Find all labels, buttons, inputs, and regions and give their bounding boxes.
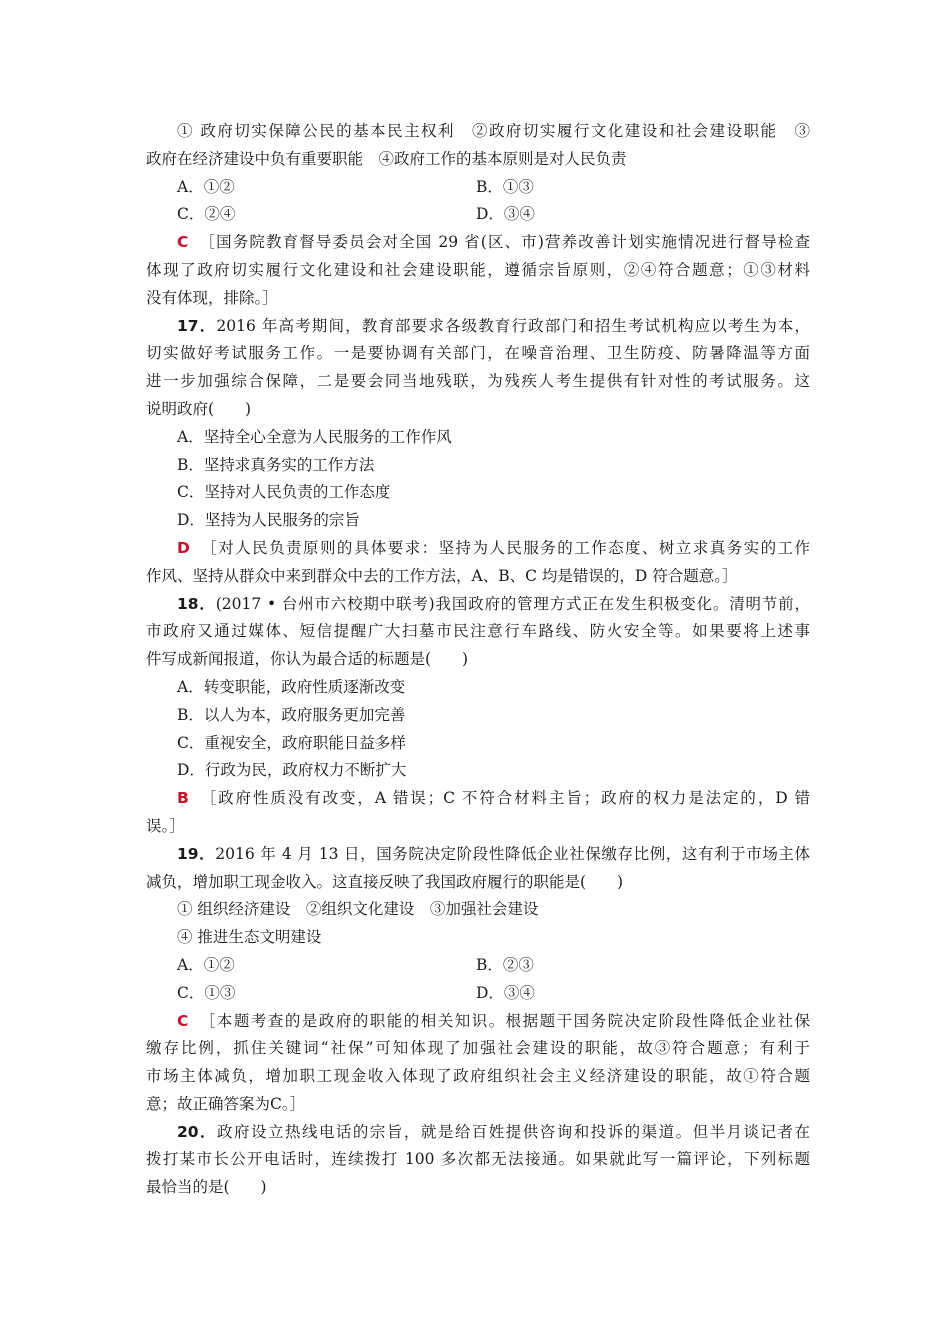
q17-stem-text: 2016 年高考期间，教育部要求各级教育行政部门和招生考试机构应以考生为本， xyxy=(216,316,810,335)
q18-option-c: C．重视安全，政府职能日益多样 xyxy=(177,733,406,752)
q19-statement-line: ① 组织经济建设 ②组织文化建设 ③加强社会建设 xyxy=(177,900,539,919)
q19-answer: C xyxy=(177,1011,189,1030)
q17-explanation-text: ［对人民负责原则的具体要求：坚持为人民服务的工作态度、树立求真务实的工作 xyxy=(199,538,810,557)
q20-stem-line xyxy=(146,1119,810,1147)
q16-option-b: B．①③ xyxy=(476,177,534,196)
q18-stem-text: (2017 • 台州市六校期中联考)我国政府的管理方式正在发生积极变化。清明节前， xyxy=(215,594,810,613)
q17-number: 17． xyxy=(177,316,217,335)
q17-explanation-line: 作风、坚持从群众中来到群众中去的工作方法，A、B、C 均是错误的，D 符合题意。］ xyxy=(146,566,738,585)
q20-stem-text: 政府设立热线电话的宗旨，就是给百姓提供咨询和投诉的渠道。但半月谈记者在 xyxy=(217,1122,810,1141)
q19-stem-line: 减负，增加职工现金收入。这直接反映了我国政府履行的职能是( ) xyxy=(146,872,624,891)
q19-option-row xyxy=(146,952,810,980)
q20-number: 20． xyxy=(177,1122,218,1141)
q16-explanation-line: 体现了政府切实履行文化建设和社会建设职能，遵循宗旨原则，②④符合题意；①③材料 xyxy=(146,260,810,279)
q18-option-a: A．转变职能，政府性质逐渐改变 xyxy=(177,677,406,696)
q19-option-d: D．③④ xyxy=(476,983,535,1002)
q18-explanation-text: ［政府性质没有改变，A 错误；C 不符合材料主旨；政府的权力是法定的，D 错 xyxy=(198,789,810,808)
q16-option-c: C．②④ xyxy=(177,205,236,224)
document-page xyxy=(146,118,810,1202)
q18-answer: B xyxy=(177,789,189,808)
q18-stem-line: 市政府又通过媒体、短信提醒广大扫墓市民注意行车路线、防火安全等。如果要将上述事 xyxy=(146,622,810,641)
q16-option-a: A．①② xyxy=(177,177,235,196)
q17-option-a: A．坚持全心全意为人民服务的工作作风 xyxy=(177,427,452,446)
q19-explanation-text: ［本题考查的是政府的职能的相关知识。根据题干国务院决定阶段性降低企业社保 xyxy=(198,1011,810,1030)
q16-option-row xyxy=(146,201,810,229)
q17-option-d: D．坚持为人民服务的宗旨 xyxy=(177,511,360,530)
q18-explanation-line xyxy=(146,785,810,813)
q18-explanation-line: 误。］ xyxy=(146,816,185,835)
q19-explanation-line: 意；故正确答案为C。］ xyxy=(146,1094,306,1113)
q16-statement-line: 政府在经济建设中负有重要职能 ④政府工作的基本原则是对人民负责 xyxy=(146,149,627,168)
q18-stem-line: 件写成新闻报道，你认为最合适的标题是( ) xyxy=(146,650,469,669)
q19-explanation-line xyxy=(146,1008,810,1036)
q19-explanation-line: 缴存比例，抓住关键词“社保”可知体现了加强社会建设的职能，故③符合题意；有利于 xyxy=(146,1039,810,1058)
q16-explanation-text: ［国务院教育督导委员会对全国 29 省(区、市)营养改善计划实施情况进行督导检查 xyxy=(198,233,810,252)
q16-answer: C xyxy=(177,233,189,252)
q19-stem-text: 2016 年 4 月 13 日，国务院决定阶段性降低企业社保缴存比例，这有利于市场主体 xyxy=(215,844,810,863)
q16-explanation-line: 没有体现，排除。］ xyxy=(146,288,278,307)
q19-statement-line: ④ 推进生态文明建设 xyxy=(177,928,322,947)
q16-option-d: D．③④ xyxy=(476,205,535,224)
q19-option-a: A．①② xyxy=(177,955,235,974)
q19-option-c: C．①③ xyxy=(177,983,236,1002)
q19-number: 19． xyxy=(177,844,216,863)
q16-option-row xyxy=(146,174,810,202)
q17-explanation-line xyxy=(146,535,810,563)
q18-number: 18． xyxy=(177,594,216,613)
q18-option-b: B．以人为本，政府服务更加完善 xyxy=(177,705,406,724)
q19-option-row xyxy=(146,980,810,1008)
q16-statement-line: ① 政府切实保障公民的基本民主权利 ②政府切实履行文化建设和社会建设职能 ③ xyxy=(177,122,810,140)
q17-stem-line: 说明政府( ) xyxy=(146,399,252,418)
q17-option-c: C．坚持对人民负责的工作态度 xyxy=(177,483,391,502)
q17-answer: D xyxy=(177,538,190,557)
q17-stem-line xyxy=(146,313,810,341)
q20-stem-line: 拨打某市长公开电话时，连续拨打 100 多次都无法接通。如果就此写一篇评论，下列标题 xyxy=(146,1150,810,1169)
q19-option-b: B．②③ xyxy=(476,955,534,974)
q16-explanation-line xyxy=(146,229,810,257)
q20-stem-line: 最恰当的是( ) xyxy=(146,1178,267,1197)
q19-explanation-line: 市场主体减负，增加职工现金收入体现了政府组织社会主义经济建设的职能，故①符合题 xyxy=(146,1067,810,1086)
q19-stem-line xyxy=(146,841,810,869)
q18-stem-line xyxy=(146,591,810,619)
q17-stem-line: 进一步加强综合保障，二是要会同当地残联，为残疾人考生提供有针对性的考试服务。这 xyxy=(146,372,810,391)
q18-option-d: D．行政为民，政府权力不断扩大 xyxy=(177,761,407,780)
q17-stem-line: 切实做好考试服务工作。一是要协调有关部门，在噪音治理、卫生防疫、防暑降温等方面 xyxy=(146,344,810,363)
q17-option-b: B．坚持求真务实的工作方法 xyxy=(177,455,375,474)
